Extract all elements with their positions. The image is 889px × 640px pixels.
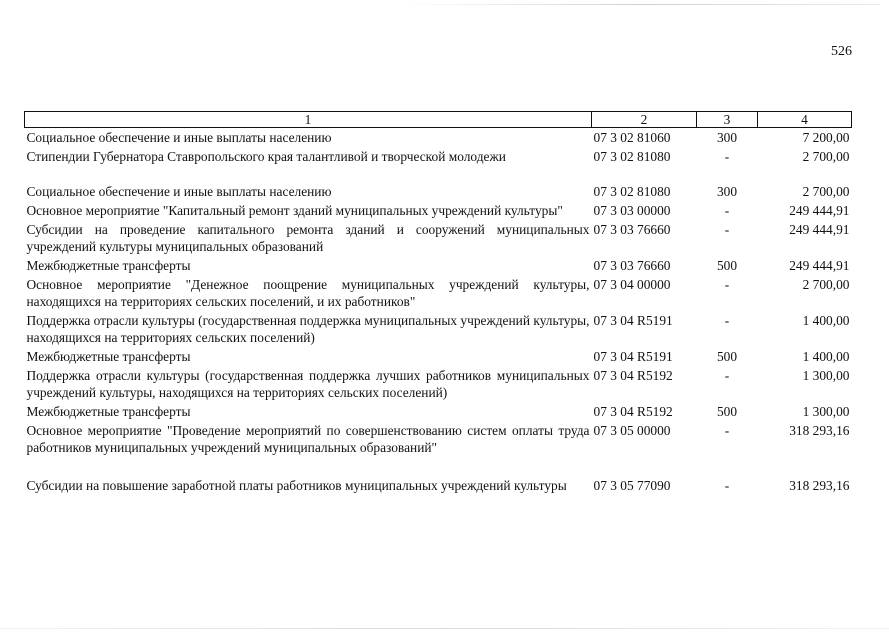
row-code: 07 3 05 00000 [593, 423, 671, 438]
scan-edge-bottom [0, 628, 889, 629]
row-code: 07 3 04 R5191 [593, 349, 673, 364]
row-name: Социальное обеспечение и иные выплаты населению [26, 130, 332, 145]
row-amount: 249 444,91 [789, 222, 850, 237]
column-header-2: 2 [592, 112, 697, 128]
row-expense-type: - [724, 368, 730, 383]
page-number: 526 [831, 44, 852, 59]
row-expense-type: - [724, 423, 730, 438]
row-name: Межбюджетные трансферты [26, 258, 191, 273]
row-expense-type: - [724, 313, 730, 328]
row-expense-type: 500 [716, 404, 738, 419]
table-row [25, 311, 852, 347]
table-row [25, 402, 852, 421]
column-header-4: 4 [758, 112, 852, 128]
row-name: Основное мероприятие "Капитальный ремонт зданий муниципальных учреждений культуры" [26, 203, 563, 218]
row-expense-type: - [724, 478, 730, 493]
row-name: Поддержка отрасли культуры (государственная поддержка муниципальных учреждений культуры, находящихся на территориях сельских поселений) [26, 313, 590, 345]
row-code: 07 3 03 00000 [593, 203, 671, 218]
row-expense-type: - [724, 203, 730, 218]
row-amount: 2 700,00 [802, 149, 850, 164]
header-row [25, 112, 852, 128]
column-header-1: 1 [25, 112, 592, 128]
row-expense-type: - [724, 222, 730, 237]
budget-table [24, 111, 852, 495]
table-row [25, 421, 852, 476]
row-name: Межбюджетные трансферты [26, 349, 191, 364]
row-amount: 1 400,00 [802, 349, 850, 364]
row-amount: 1 400,00 [802, 313, 850, 328]
table-row [25, 476, 852, 495]
row-code: 07 3 04 00000 [593, 277, 671, 292]
row-name: Основное мероприятие "Проведение мероприятий по совершенствованию систем оплаты труда работников муниципальных учреждений муниципальных образований" [26, 423, 590, 455]
row-code: 07 3 05 77090 [593, 478, 671, 493]
table-row [25, 128, 852, 148]
table-row [25, 275, 852, 311]
table-row [25, 366, 852, 402]
row-expense-type: 300 [716, 184, 738, 199]
row-code: 07 3 02 81060 [593, 130, 671, 145]
row-amount: 2 700,00 [802, 277, 850, 292]
row-code: 07 3 02 81080 [593, 184, 671, 199]
row-amount: 7 200,00 [802, 130, 850, 145]
row-name: Межбюджетные трансферты [26, 404, 191, 419]
row-expense-type: - [724, 149, 730, 164]
scan-edge-top [400, 4, 880, 5]
table-row [25, 347, 852, 366]
row-amount: 249 444,91 [789, 203, 850, 218]
row-expense-type: 500 [716, 258, 738, 273]
row-amount: 318 293,16 [789, 478, 850, 493]
row-amount: 1 300,00 [802, 404, 850, 419]
row-name: Основное мероприятие "Денежное поощрение муниципальных учреждений культуры, находящихся на территориях сельских поселений, и их работников" [26, 277, 590, 309]
row-amount: 1 300,00 [802, 368, 850, 383]
table-row [25, 147, 852, 182]
row-expense-type: - [724, 277, 730, 292]
row-name: Социальное обеспечение и иные выплаты населению [26, 184, 332, 199]
row-name: Стипендии Губернатора Ставропольского края талантливой и творческой молодежи [26, 149, 506, 164]
table-row [25, 182, 852, 201]
row-amount: 2 700,00 [802, 184, 850, 199]
column-header-3: 3 [697, 112, 758, 128]
row-expense-type: 300 [716, 130, 738, 145]
row-amount: 249 444,91 [789, 258, 850, 273]
row-expense-type: 500 [716, 349, 738, 364]
row-code: 07 3 03 76660 [593, 222, 671, 237]
row-code: 07 3 04 R5192 [593, 404, 673, 419]
row-code: 07 3 04 R5192 [593, 368, 673, 383]
table-row [25, 201, 852, 220]
row-code: 07 3 04 R5191 [593, 313, 673, 328]
row-code: 07 3 02 81080 [593, 149, 671, 164]
row-amount: 318 293,16 [789, 423, 850, 438]
row-name: Субсидии на проведение капитального ремонта зданий и сооружений муниципальных учреждений культуры муниципальных образований [26, 222, 590, 254]
table-row [25, 220, 852, 256]
row-name: Субсидии на повышение заработной платы работников муниципальных учреждений культуры [26, 478, 567, 493]
row-name: Поддержка отрасли культуры (государственная поддержка лучших работников муниципальных учреждений культуры, находящихся на территориях сельских поселений) [26, 368, 590, 400]
row-code: 07 3 03 76660 [593, 258, 671, 273]
table-row [25, 256, 852, 275]
